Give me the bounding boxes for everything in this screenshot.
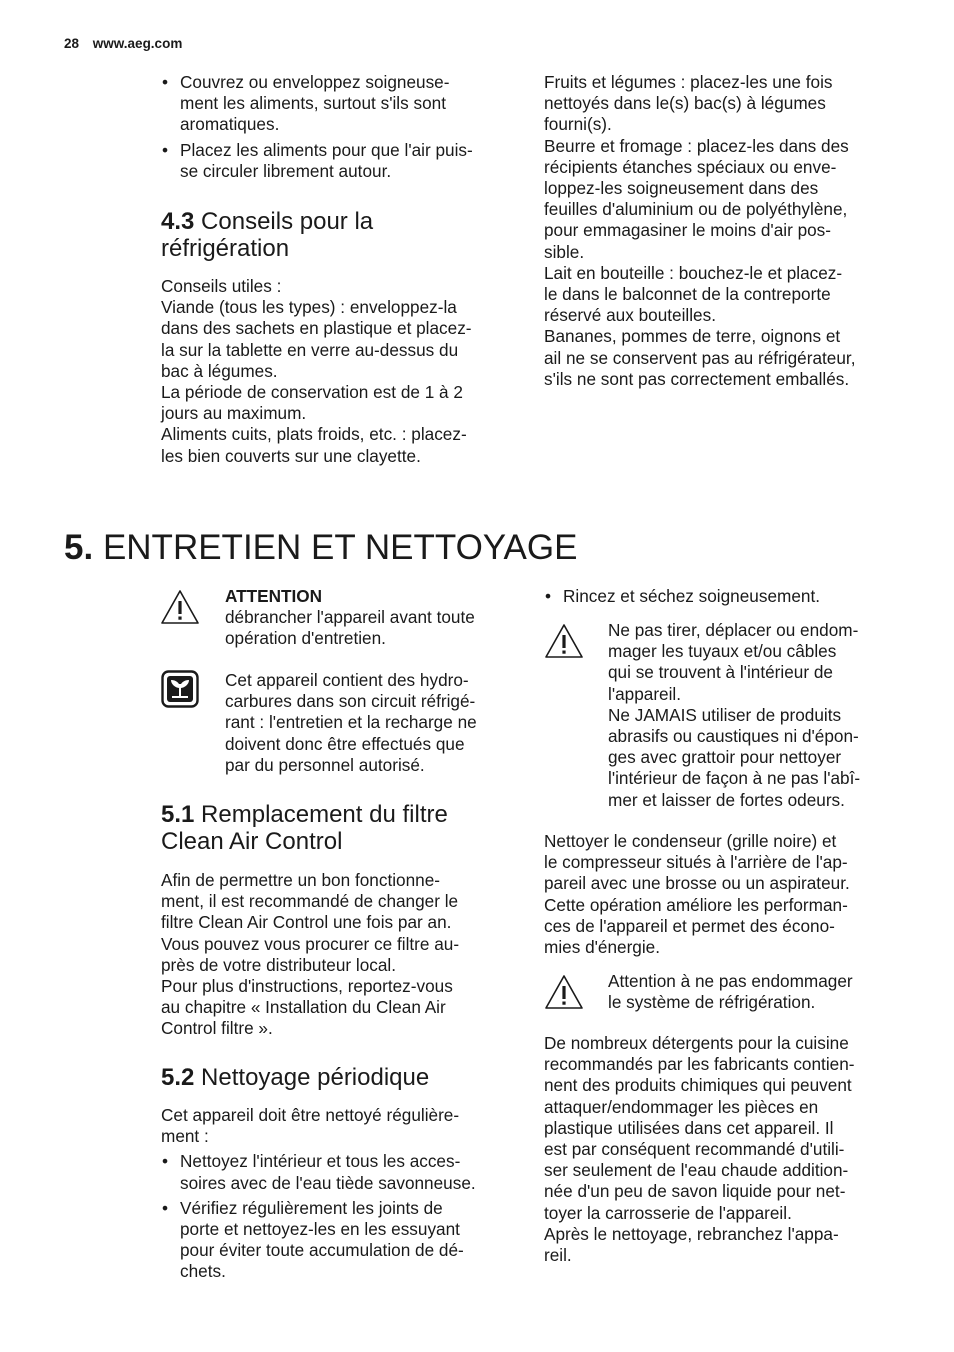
environment-icon — [161, 670, 199, 708]
list-item: • Couvrez ou enveloppez soigneuse- ment les aliments, surtout s'ils sont aromatiques. — [161, 72, 521, 136]
eco-note — [225, 670, 525, 776]
bottom-right-bullet — [544, 586, 904, 607]
warning-icon — [544, 974, 584, 1010]
page-number: 28 — [64, 36, 80, 51]
warning-text: Attention à ne pas endommager le système de réfrigération. — [608, 971, 853, 1013]
paragraph: Afin de permettre un bon fonctionne- ment, il est recommandé de changer le filtre Clean Air Control une fois par an. Vous pouvez vous procurer ce filtre au- près de votre distributeur local. Pour plus d'instructions, reportez-vous au chapitre « Installation du Clean Air Control filtre ». — [161, 870, 460, 1039]
section-heading-5-1 — [161, 801, 521, 855]
paragraph: De nombreux détergents pour la cuisine recommandés par les fabricants contien- nent des produits chimiques qui peuvent attaquer/endommager les pièces en plastique utilisées dans cet appareil. Il est par conséquent recommandé d'utili- ser seulement de l'eau chaude addition- née d'un peu de savon liquide pour net- toyer la carrosserie de l'appareil. Après le nettoyage, rebranchez l'appa- reil. — [544, 1033, 855, 1266]
section-title: Conseils pour la réfrigération — [161, 208, 374, 262]
paragraph: Conseils utiles : Viande (tous les types) : enveloppez-la dans des sachets en plastique et placez- la sur la tablette en verre au-dessus du bac à légumes. La période de conservation est de 1 à 2 jours au maximum. Aliments cuits, plats froids, etc. : placez- les bien couverts sur une clayette. — [161, 276, 472, 466]
section-number: 5.1 — [161, 801, 195, 828]
section-heading-4-3 — [161, 208, 521, 262]
section-number: 5.2 — [161, 1064, 195, 1091]
section-5-2-body — [161, 1105, 521, 1283]
chapter-heading — [64, 527, 577, 569]
detergent-paragraph — [544, 1033, 904, 1266]
warning-icon — [160, 589, 200, 625]
paragraph: Fruits et légumes : placez-les une fois nettoyés dans le(s) bac(s) à légumes fourni(s). Beurre et fromage : placez-les dans des récipients étanches spéciaux ou enve- loppez-les soigneusement dans des feuilles d'aluminium ou de polyéthylène, pour emmagasiner le moins d'air pos- sible. Lait en bouteille : bouchez-le et placez- le dans le balconnet de la contreporte réservé aux bouteilles. Bananes, pommes de terre, oignons et ail ne se conservent pas au réfrigérateur, s'ils ne sont pas correctement emballés. — [544, 72, 856, 389]
warning-note-1 — [608, 620, 908, 811]
section-title: Remplacement du filtre Clean Air Control — [161, 801, 448, 855]
top-left-column — [161, 72, 521, 182]
list-item: • Vérifiez régulièrement les joints de porte et nettoyez-les en les essuyant pour éviter toute accumulation de dé- chets. — [161, 1198, 521, 1283]
list-item: • Rincez et séchez soigneusement. — [544, 586, 904, 607]
section-5-1-body — [161, 870, 521, 1040]
eco-text: Cet appareil contient des hydro- carbures dans son circuit réfrigé- rant : l'entretien et la recharge ne doivent donc être effectués que par du personnel autorisé. — [225, 670, 477, 775]
website-link[interactable]: www.aeg.com — [92, 36, 183, 51]
chapter-number: 5. — [64, 528, 94, 567]
attention-title: ATTENTION — [225, 586, 323, 606]
attention-text: débrancher l'appareil avant toute opération d'entretien. — [225, 607, 475, 649]
attention-note — [225, 586, 525, 650]
warning-text: Ne pas tirer, déplacer ou endom- mager les tuyaux et/ou câbles qui se trouvent à l'intérieur de l'appareil. Ne JAMAIS utiliser de produits abrasifs ou caustiques ni d'épon- ges avec grattoir pour nettoyer l'intérieur de façon à ne pas l'abî- mer et laisser de fortes odeurs. — [608, 620, 861, 810]
paragraph: Nettoyer le condenseur (grille noire) et le compresseur situés à l'arrière de l'ap- pareil avec une brosse ou un aspirateur. Cette opération améliore les performan- ces de l'appareil et permet des écono- mies d'énergie. — [544, 831, 850, 958]
section-title: Nettoyage périodique — [201, 1064, 430, 1091]
section-heading-5-2 — [161, 1064, 521, 1091]
section-4-3-body — [161, 276, 521, 467]
warning-icon — [544, 623, 584, 659]
paragraph: Cet appareil doit être nettoyé régulière- ment : — [161, 1105, 460, 1147]
warning-note-2 — [608, 971, 908, 1013]
list-item: • Nettoyez l'intérieur et tous les acces- soires avec de l'eau tiède savonneuse. — [161, 1151, 521, 1193]
top-right-column — [544, 72, 904, 390]
page-header — [64, 36, 182, 51]
list-item: • Placez les aliments pour que l'air puis- se circuler librement autour. — [161, 140, 521, 182]
chapter-title: ENTRETIEN ET NETTOYAGE — [102, 528, 578, 567]
condenser-paragraph — [544, 831, 904, 958]
section-number: 4.3 — [161, 208, 195, 235]
